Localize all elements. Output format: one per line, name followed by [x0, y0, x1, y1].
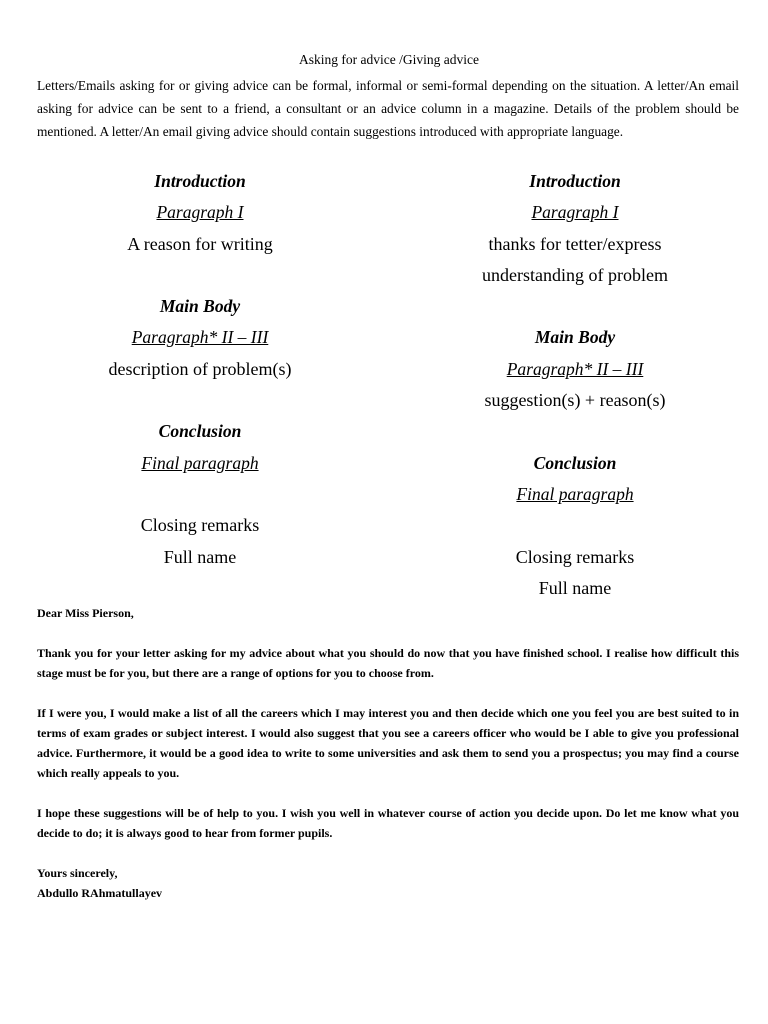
letter-greeting: Dear Miss Pierson,: [37, 606, 134, 620]
document-title: Asking for advice /Giving advice: [299, 52, 479, 67]
conclusion-heading: Conclusion: [533, 452, 617, 473]
giving-advice-plan: [425, 166, 725, 604]
paragraph-one-label: Paragraph I: [531, 202, 619, 223]
spacer: [37, 843, 739, 863]
final-paragraph-label: Final paragraph: [141, 452, 259, 473]
spacer: [37, 623, 739, 643]
closing-remarks: Closing remarks: [515, 546, 635, 567]
spacer: [50, 479, 350, 510]
spacer: [425, 510, 725, 541]
main-body-heading: Main Body: [159, 296, 241, 317]
sample-letter: [37, 603, 739, 903]
spacer: [50, 385, 350, 416]
full-name: Full name: [163, 546, 237, 567]
full-name: Full name: [538, 577, 612, 598]
spacer: [425, 416, 725, 447]
paragraph-one-label: Paragraph I: [156, 202, 244, 223]
paragraph-one-text-line1: thanks for tetter/express: [488, 233, 662, 254]
letter-signature: Abdullo RAhmatullayev: [37, 886, 163, 900]
spacer: [37, 783, 739, 803]
closing-remarks: Closing remarks: [140, 515, 260, 536]
intro-paragraph: Letters/Emails asking for or giving advice can be formal, informal or semi-formal depending on the situation. A letter/An email asking for advice can be sent to a friend, a consultant or an advice column in a magazine. Details of the problem should be mentioned. A letter/An email giving advice should contain suggestions introduced with appropriate language.: [37, 78, 739, 139]
letter-paragraph-1: Thank you for your letter asking for my advice about what you should do now that you have finished school. I realise how difficult this stage must be for you, but there are a range of options for you to choose from.: [37, 646, 739, 680]
paragraph-one-text: A reason for writing: [127, 233, 273, 254]
spacer: [37, 683, 739, 703]
introduction-heading: Introduction: [529, 171, 621, 191]
conclusion-heading: Conclusion: [158, 421, 242, 442]
letter-signoff: Yours sincerely,: [37, 866, 118, 880]
introduction-heading: Introduction: [154, 171, 246, 191]
paragraph-two-three-text: suggestion(s) + reason(s): [484, 390, 666, 411]
spacer: [50, 260, 350, 291]
final-paragraph-label: Final paragraph: [516, 483, 634, 504]
spacer: [425, 291, 725, 322]
paragraph-two-three-label: Paragraph* II – III: [131, 327, 269, 348]
paragraph-two-three-text: description of problem(s): [108, 358, 292, 379]
letter-paragraph-3: I hope these suggestions will be of help to you. I wish you well in whatever course of action you decide upon. Do let me know what you decide to do; it is always good to hear from former pupils.: [37, 806, 739, 840]
main-body-heading: Main Body: [534, 327, 616, 348]
letter-paragraph-2: If I were you, I would make a list of all the careers which I may interest you and then decide which one you feel you are best suited to in terms of exam grades or subject interest. I would also suggest that you see a careers officer who would be I able to give you professional advice. Furthermore, it would be a good idea to write to some universities and ask them to send you a prospectus; you may find a course which really appeals to you.: [37, 706, 739, 780]
paragraph-one-text-line2: understanding of problem: [482, 264, 668, 285]
paragraph-two-three-label: Paragraph* II – III: [506, 358, 644, 379]
asking-advice-plan: [50, 166, 350, 573]
